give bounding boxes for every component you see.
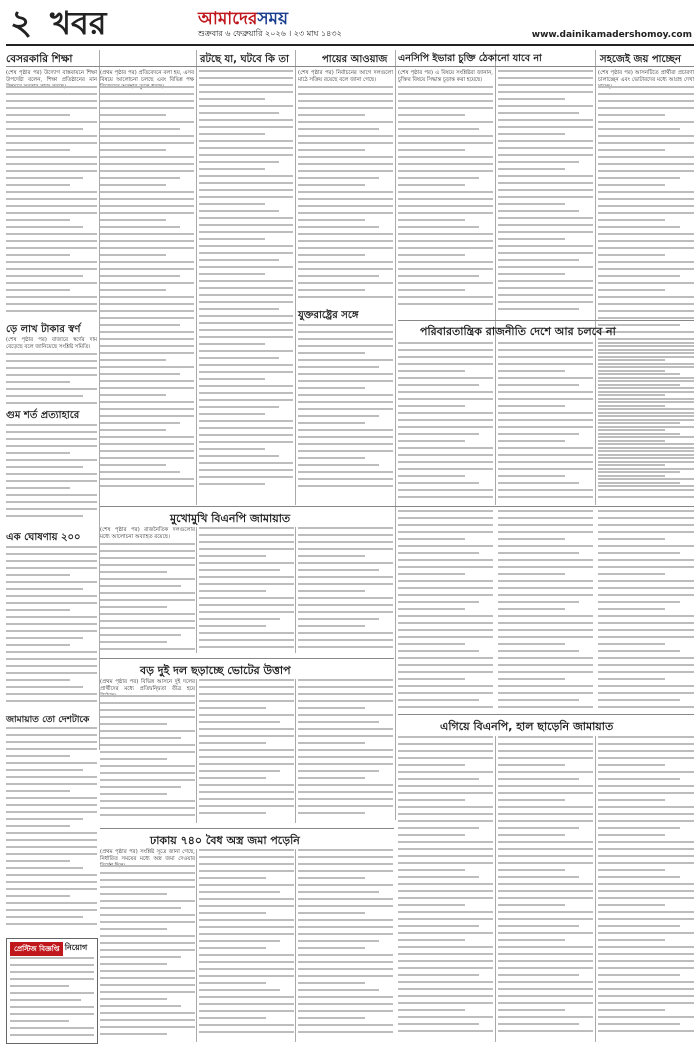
article-text-family-col4 [398, 510, 493, 710]
headline-disappearance[interactable]: গুম শর্ত প্রত্যাহারে [6, 410, 80, 421]
article-text-announcement [6, 546, 97, 706]
column-divider [295, 849, 296, 1042]
headline-rule [6, 66, 694, 67]
snippet-faceoff: (শেষ পৃষ্ঠার পর) রাজনৈতিক দলগুলোর মধ্যে আলোচনা অব্যাহত রয়েছে। [100, 527, 195, 540]
masthead [0, 0, 700, 46]
ad-label: প্রেস্টিজ বিজ্ঞপ্তি [10, 942, 63, 956]
article-text-rumor-col2 [199, 70, 293, 498]
ad-text [10, 957, 94, 1039]
headline-rumor[interactable]: রটছে যা, ঘটবে কি তা [200, 54, 289, 65]
snippet-arms: (প্রথম পৃষ্ঠার পর) সংশ্লিষ্ট সূত্রে জানা গেছে, নির্ধারিত সময়ের মধ্যে অস্ত্র জমা দেওয়ার [100, 849, 195, 862]
headline-announcement[interactable]: এক ঘোষণায় ২০০ [6, 532, 81, 543]
headline-dhaka-arms[interactable]: ঢাকায় ৭৪০ বৈধ অস্ত্র জমা পড়েনি [150, 834, 300, 847]
article-text-faceoff-col1 [100, 543, 195, 653]
snippet-education: (শেষ পৃষ্ঠার পর) উদ্যোগ বাস্তবায়নে শিক্ষা উপদেষ্টা বলেন, শিক্ষা প্রতিষ্ঠানের মান [6, 70, 97, 83]
article-text-family-col3 [598, 342, 694, 502]
snippet-footsteps: (শেষ পৃষ্ঠার পর) নির্বাচনের আগে দলগুলো মাঠে সক্রিয় রয়েছে বলে জানা গেছে। [298, 70, 393, 83]
column-divider [295, 679, 296, 823]
section-rule [100, 658, 394, 659]
snippet-contract: (শেষ পৃষ্ঠার পর) এ বিষয়ে সংশ্লিষ্টরা জানান, চুক্তির বিষয়ে সিদ্ধান্ত চূড়ান্ত করা হয়েছে। [398, 70, 493, 83]
article-text-gold [6, 353, 97, 405]
article-text-bnp-col3 [598, 736, 694, 1042]
column-divider [595, 736, 596, 1042]
article-text-bnp-col1 [398, 736, 493, 1042]
headline-private-education[interactable]: বেসরকারি শিক্ষা [6, 53, 73, 65]
column-divider [495, 736, 496, 1042]
snippet-easy-win: (শেষ পৃষ্ঠার পর) আসনটিতে প্রার্থীরা প্রচারণা চালাচ্ছেন এবং ভোটারদের মধ্যে আগ্রহ দেখা [598, 70, 694, 83]
snippet-rumor: (প্রথম পৃষ্ঠার পর) প্রতিবেদনে বলা হয়, এসব বিষয়ে আলোচনা চলছে এবং বিভিন্ন পক্ষ [100, 70, 194, 83]
logo-part2: সময় [257, 9, 288, 29]
section-rule [100, 506, 694, 507]
article-text-arms-col2 [199, 849, 294, 1042]
column-divider [196, 50, 197, 505]
website-url[interactable]: www.dainikamadershomoy.com [531, 30, 692, 40]
headline-gold[interactable]: ড়ে লাখ টাকার স্বর্ণ [6, 324, 81, 335]
section-rule [398, 320, 694, 321]
article-text-faceoff-col3 [298, 527, 393, 653]
headline-bnp-jamaat-faceoff[interactable]: মুখোমুখি বিএনপি জামায়াত [170, 512, 291, 525]
article-text-footsteps [298, 86, 393, 304]
column-divider [495, 50, 496, 505]
headline-family-politics[interactable]: পরিবারতান্ত্রিক রাজনীতি দেশে আর চলবে না [420, 325, 616, 338]
article-text-arms-col3 [298, 849, 393, 1042]
article-text-col1 [6, 86, 97, 318]
headline-easy-win[interactable]: সহজেই জয় পাচ্ছেন [600, 54, 681, 65]
column-divider [196, 679, 197, 823]
article-text-contract-col1 [398, 86, 493, 316]
logo-part1: আমাদের [198, 9, 258, 29]
article-text-disappearance [6, 424, 97, 524]
section-rule [398, 714, 694, 715]
masthead-rule [6, 44, 694, 46]
article-text-heat-col1 [100, 695, 195, 823]
article-text-bnp-col2 [498, 736, 593, 1042]
column-divider [295, 50, 296, 505]
page-number: ২ [10, 3, 33, 43]
classified-ad[interactable] [6, 938, 98, 1044]
article-text-family-col1 [398, 342, 493, 502]
column-divider [196, 527, 197, 653]
article-text-rumor-col1 [100, 86, 194, 498]
dateline: শুক্রবার ৬ ফেব্রুয়ারি ২০২৬ । ২৩ মাঘ ১৪৩২ [198, 29, 342, 38]
column-divider [295, 527, 296, 653]
headline-election-heat[interactable]: বড় দুই দল ছড়াচ্ছে ভোটের উত্তাপ [140, 664, 291, 677]
section-rule [100, 828, 394, 829]
article-text-heat-col2 [199, 679, 294, 823]
article-text-faceoff-col2 [199, 527, 294, 653]
article-text-family-col6 [598, 510, 694, 710]
article-text-jamaat-country [6, 727, 97, 932]
ad-heading: নিয়োগ [64, 943, 88, 952]
headline-footsteps[interactable]: পায়ের আওয়াজ [322, 54, 388, 65]
article-text-us [298, 324, 393, 498]
snippet-gold: (শেষ পৃষ্ঠার পর) বাজারে স্বর্ণের দাম বেড়েছে বলে জানিয়েছে সংশ্লিষ্ট সমিতি। [6, 337, 97, 350]
article-text-family-col5 [498, 510, 593, 710]
snippet-election-heat: (প্রথম পৃষ্ঠার পর) বিভিন্ন আসনে দুই দলের প্রার্থীদের মধ্যে প্রতিদ্বন্দ্বিতা তীব্র হয়ে [100, 679, 195, 692]
article-text-arms-col1 [100, 865, 195, 1042]
article-text-contract-col2 [498, 70, 593, 316]
column-divider [395, 50, 396, 820]
headline-jamaat-country[interactable]: জামায়াত তো দেশটাকে [6, 715, 90, 725]
headline-bnp-ahead[interactable]: এগিয়ে বিএনপি, হাল ছাড়েনি জামায়াত [440, 720, 614, 733]
article-text-family-col2 [498, 342, 593, 502]
headline-us[interactable]: যুক্তরাষ্ট্রের সঙ্গে [298, 310, 359, 321]
column-divider [196, 849, 197, 1042]
headline-ncp-contract[interactable]: এনসিপি ইভারা চুক্তি ঠেকানো যাবে না [398, 53, 542, 64]
article-text-heat-col3 [298, 679, 393, 823]
section-title: খবর [50, 4, 107, 42]
column-divider [595, 50, 596, 505]
